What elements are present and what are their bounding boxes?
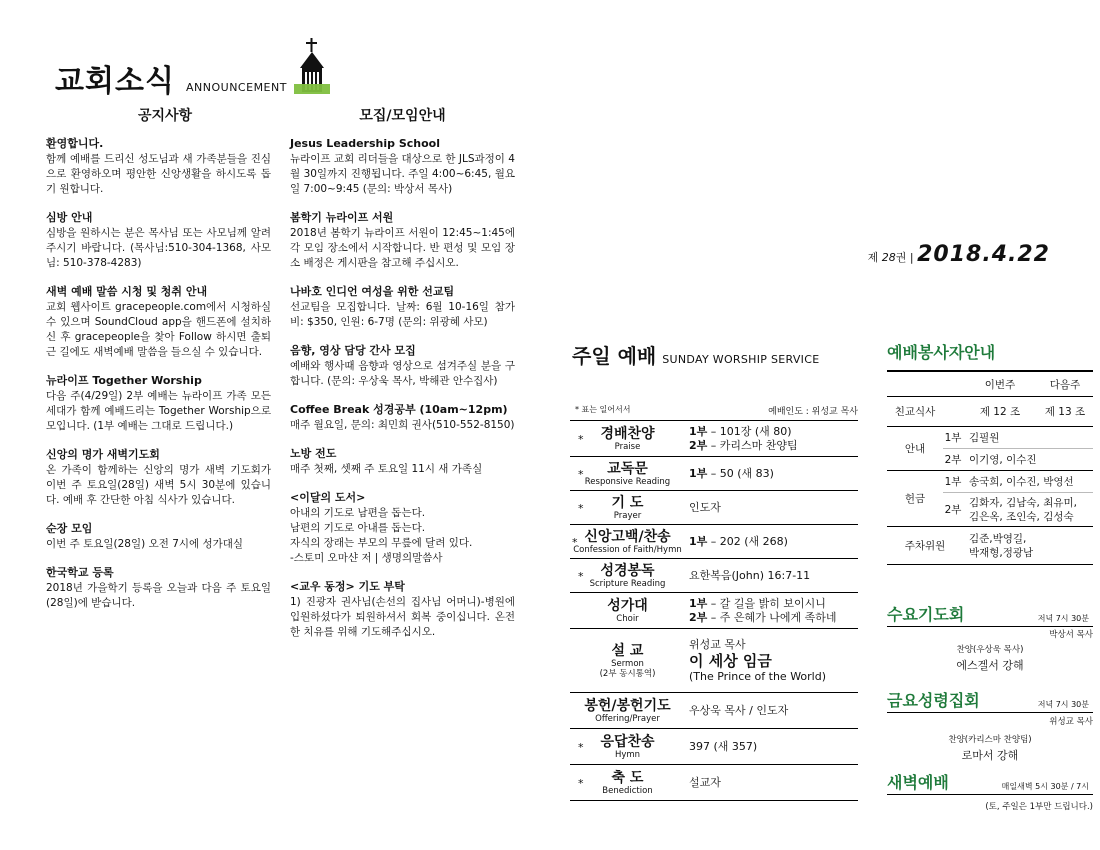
next-week-label: 다음주: [1037, 371, 1093, 397]
notice-body: 심방을 원하시는 분은 목사님 또는 사모님께 알려 주시기 바랍니다. (목사님:510-304-1368, 사모님: 510-378-4283): [46, 227, 271, 269]
worship-title: [572, 340, 819, 369]
meeting-body: 매주 월요일, 문의: 최민희 권사(510-552-8150): [290, 419, 515, 431]
worship-item-name: 설 교 Sermon (2부 동시통역): [570, 629, 685, 693]
notice-title: 뉴라이프 Together Worship: [46, 374, 202, 387]
dawn-service-header: [887, 770, 1093, 795]
meeting-title: 음향, 영상 담당 간사 모집: [290, 344, 416, 357]
worship-order-table: [570, 420, 858, 801]
wednesday-praise: 찬양(우상욱 목사): [956, 645, 1024, 655]
worship-note: * 표는 일어서서: [575, 405, 631, 414]
notice-body: 이번 주 토요일(28일) 오전 7시에 성가대실: [46, 538, 244, 550]
wednesday-time: 저녁 7시 30분: [1037, 614, 1089, 623]
meeting-item: [290, 136, 515, 197]
worship-row: [570, 729, 858, 765]
serving-row: 주차위원 김준,박영길, 박재형,정광남: [887, 527, 1093, 565]
notices-heading: 공지사항: [137, 108, 193, 124]
notice-item: [46, 521, 271, 552]
serving-row: 2부 김화자, 김남숙, 최유미, 김은옥, 조인숙, 김성숙: [887, 493, 1093, 527]
worship-item-desc: 우상욱 목사 / 인도자: [685, 693, 858, 729]
worship-item-desc: 위성교 목사 이 세상 임금 (The Prince of the World): [685, 629, 858, 693]
notice-body: 온 가족이 함께하는 신앙의 명가 새벽 기도회가 이번 주 토요일(28일) 새벽 5시 30분에 있습니다. 예배 후 간단한 아침 식사가 있습니다.: [46, 464, 271, 506]
worship-item-desc: 1부 – 갈 길을 밝히 보이시니 2부 – 주 은혜가 나에게 족하네: [685, 593, 858, 629]
page-header: [55, 40, 330, 99]
worship-item-desc: 1부 – 50 (새 83): [685, 457, 858, 491]
friday-service-header: [887, 688, 1093, 713]
serving-row: 안내 1부 김필원: [887, 427, 1093, 449]
worship-item-desc: 397 (새 357): [685, 729, 858, 765]
this-week-label: 이번주: [963, 371, 1037, 397]
notice-title: 한국학교 등록: [46, 566, 114, 579]
dawn-title: 새벽예배: [887, 773, 949, 792]
friday-praise: 찬양(카리스마 찬양팀): [948, 735, 1032, 745]
meeting-body: 뉴라이프 교회 리더들을 대상으로 한 JLS과정이 4월 30일까지 진행됩니다. 주일 4:00~6:45, 월요일 7:00~9:45 (문의: 박상서 목사): [290, 153, 515, 195]
meeting-body: 1) 진광자 권사님(손선의 집사님 어머니)-병원에 입원하셨다가 퇴원하셔서 회복 중이십니다. 온전한 치유를 위해 기도해주십시오.: [290, 596, 515, 638]
meeting-title: Coffee Break 성경공부 (10am~12pm): [290, 403, 508, 416]
notice-title: 심방 안내: [46, 211, 93, 224]
notices-list: [46, 136, 271, 624]
serving-table: [887, 370, 1093, 565]
worship-item-desc: 1부 – 101장 (새 80) 2부 – 카리스마 찬양팀: [685, 421, 858, 457]
notice-item: [46, 565, 271, 611]
meeting-title: 노방 전도: [290, 447, 337, 460]
serving-row: 헌금 1부 송국희, 이수진, 박영선: [887, 471, 1093, 493]
worship-row: [570, 629, 858, 693]
notice-title: 환영합니다.: [46, 137, 104, 150]
notice-body: 다음 주(4/29일) 2부 예배는 뉴라이프 가족 모든 세대가 함께 예배드리는 Together Worship으로 모입니다. (1부 예배는 그대로 드립니다.): [46, 390, 271, 432]
friday-title: 금요성령집회: [887, 691, 980, 710]
page-title: 교회소식: [55, 64, 175, 99]
meeting-body: 예배와 행사때 음향과 영상으로 섬겨주실 분을 구합니다. (문의: 우상욱 목사, 박해관 안수집사): [290, 360, 515, 387]
meeting-item: [290, 343, 515, 389]
worship-item-name: * 응답찬송 Hymn: [570, 729, 685, 765]
notice-body: 2018년 가을학기 등록을 오늘과 다음 주 토요일(28일)에 받습니다.: [46, 582, 271, 609]
notice-title: 신앙의 명가 새벽기도회: [46, 448, 160, 461]
bulletin-date: 2018.4.22: [917, 242, 1050, 267]
meeting-item: [290, 579, 515, 640]
serving-title: 예배봉사자안내: [887, 343, 996, 362]
worship-leader: 예배인도 : 위성교 목사: [768, 407, 858, 417]
page-subtitle: ANNOUNCEMENT: [186, 81, 287, 94]
worship-row: [570, 525, 858, 559]
worship-item-desc: 요한복음(John) 16:7-11: [685, 559, 858, 593]
serving-row: 친교식사 제 12 조 제 13 조: [887, 397, 1093, 427]
meeting-title: Jesus Leadership School: [290, 137, 440, 150]
volume-suffix: 권 |: [895, 251, 914, 264]
worship-item-name: * 신앙고백/찬송 Confession of Faith/Hymn: [570, 525, 685, 559]
dawn-time: 매일새벽 5시 30분 / 7시: [1001, 782, 1089, 791]
worship-item-desc: 1부 – 202 (새 268): [685, 525, 858, 559]
wednesday-service-header: [887, 602, 1093, 627]
notice-item: [46, 284, 271, 360]
notice-item: [46, 136, 271, 197]
worship-item-desc: 인도자: [685, 491, 858, 525]
meetings-heading: 모집/모임안내: [359, 108, 446, 124]
worship-item-name: * 기 도 Prayer: [570, 491, 685, 525]
worship-row: [570, 491, 858, 525]
meeting-item: [290, 490, 515, 566]
serving-header-row: [887, 371, 1093, 397]
worship-row: [570, 421, 858, 457]
worship-row: [570, 559, 858, 593]
worship-item-desc: 설교자: [685, 765, 858, 801]
notice-body: 함께 예배를 드리신 성도님과 새 가족분들을 진심으로 환영하오며 평안한 신앙생활을 하시도록 돕기 원합니다.: [46, 153, 271, 195]
meeting-title: 나바호 인디언 여성을 위한 선교팀: [290, 285, 455, 298]
notice-title: 새벽 예배 말씀 시청 및 청취 안내: [46, 285, 208, 298]
friday-leader: 위성교 목사: [1049, 717, 1093, 727]
worship-row: [570, 593, 858, 629]
worship-row: [570, 457, 858, 491]
wednesday-study: 에스겔서 강해: [956, 659, 1024, 672]
notice-body: 교회 웹사이트 gracepeople.com에서 시청하실 수 있으며 SoundCloud app을 핸드폰에 설치하신 후 gracepeople을 찾아 Follow 하시면 출퇴근 길에도 새벽예배 말씀을 들으실 수 있습니다.: [46, 301, 271, 358]
worship-title-ko: 주일 예배: [572, 344, 657, 368]
volume-number: 28: [881, 251, 896, 264]
worship-item-name: 성가대 Choir: [570, 593, 685, 629]
volume-date: [868, 242, 1050, 267]
meeting-body: 선교팀을 모집합니다. 날짜: 6월 10-16일 참가비: $350, 인원: 6-7명 (문의: 위광혜 사모): [290, 301, 515, 328]
dawn-note: (토, 주일은 1부만 드립니다.): [985, 802, 1093, 812]
friday-time: 저녁 7시 30분: [1037, 700, 1089, 709]
meeting-body: 2018년 봄학기 뉴라이프 서원이 12:45~1:45에 각 모임 장소에서 시작합니다. 반 편성 및 모임 장소 배정은 게시판을 참고해 주십시오.: [290, 227, 515, 269]
worship-item-name: * 성경봉독 Scripture Reading: [570, 559, 685, 593]
friday-study: 로마서 강해: [961, 749, 1019, 762]
meeting-title: <이달의 도서>: [290, 491, 366, 504]
meeting-body: 매주 첫째, 셋째 주 토요일 11시 새 가족실: [290, 463, 483, 475]
notice-item: [46, 447, 271, 508]
wednesday-title: 수요기도회: [887, 605, 965, 624]
meeting-item: [290, 446, 515, 477]
worship-title-en: SUNDAY WORSHIP SERVICE: [662, 353, 820, 366]
worship-item-name: * 축 도 Benediction: [570, 765, 685, 801]
worship-row: [570, 693, 858, 729]
serving-row: 2부 이기영, 이수진: [887, 449, 1093, 471]
meeting-body: 아내의 기도로 남편을 돕는다. 남편의 기도로 아내를 돕는다. 자식의 장래는 부모의 무릎에 달려 있다. -스토미 오마샨 저 | 생명의말씀사: [290, 507, 473, 564]
worship-item-name: * 교독문 Responsive Reading: [570, 457, 685, 491]
wednesday-leader: 박상서 목사: [1049, 630, 1093, 640]
notice-title: 순장 모임: [46, 522, 93, 535]
meeting-title: <교우 동정> 기도 부탁: [290, 580, 405, 593]
volume-prefix: 제: [867, 251, 879, 264]
meeting-item: [290, 210, 515, 271]
meeting-title: 봄학기 뉴라이프 서원: [290, 211, 394, 224]
worship-item-name: * 경배찬양 Praise: [570, 421, 685, 457]
worship-item-name: 봉헌/봉헌기도 Offering/Prayer: [570, 693, 685, 729]
meetings-list: [290, 136, 515, 653]
notice-item: [46, 210, 271, 271]
meeting-item: [290, 402, 515, 433]
worship-row: [570, 765, 858, 801]
church-icon: [294, 38, 330, 98]
notice-item: [46, 373, 271, 434]
meeting-item: [290, 284, 515, 330]
